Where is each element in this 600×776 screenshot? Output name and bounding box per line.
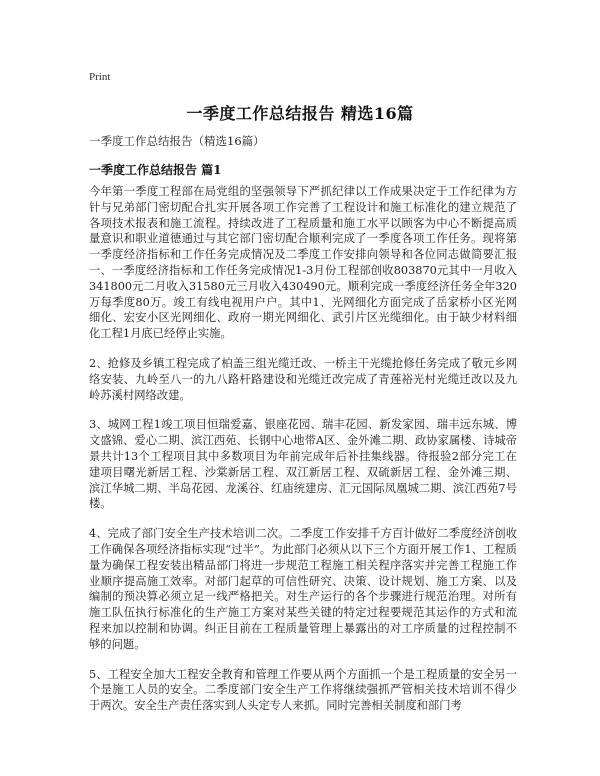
paragraph-2: 2、抢修及乡镇工程完成了柏盖三组光缆迁改、一桥主干光缆抢修任务完成了敬元乡网络安装、九岭至八一的九八路杆路建设和光缆迁改完成了青莲裕光村光缆迁改以及九岭苏溪村网络改建。 <box>89 356 517 402</box>
paragraph-3: 3、城网工程1竣工项目恒瑞爱嘉、银座花园、瑞丰花园、新发家园、瑞丰远东城、博文盛锦、爱心二期、滨江西苑、长钢中心地带A区、金外滩二期、政协家属楼、诗城帝景共计13个工程项目其中多数项目为年前完成年后补挂集线器。待报验2部分完工在建项目曙光新居工程、沙棠新居工程、双江新居工程、双硫新居工程、金外滩三期、滨江华城二期、半岛花园、龙溪谷、红庙统建房、汇元国际凤凰城二期、滨江西苑7号楼。 <box>89 418 517 511</box>
paragraph-5: 5、工程安全加大工程安全教育和管理工作要从两个方面抓一个是工程质量的安全另一个是施工人员的安全。二季度部门安全生产工作将继续强抓严管相关技术培训不得少于两次。安全生产责任落实到人头定专人来抓。同时完善相关制度和部门考 <box>89 667 517 713</box>
print-label[interactable]: Print <box>89 71 111 83</box>
document-subtitle: 一季度工作总结报告（精选16篇） <box>89 134 265 148</box>
document-body <box>89 184 517 728</box>
paragraph-4: 4、完成了部门安全生产技术培训二次。二季度工作安排千方百计做好二季度经济创收工作确保各项经济指标实现“过半”。为此部门必须从以下三个方面开展工作1、工程质量为确保工程安装出精品部门将进一步规范工程施工相关程序落实并完善工程施工作业顺序提高施工效率。对部门起草的可信性研究、决策、设计规划、施工方案、以及编制的预决算必须立足一线严格把关。对生产运行的各个步骤进行规范治理。对所有施工队伍执行标准化的生产施工方案对某些关键的特定过程要规范其运作的方式和流程来加以控制和协调。纠正目前在工程质量管理上暴露出的对工序质量的过程控制不够的问题。 <box>89 527 517 651</box>
paragraph-1: 今年第一季度工程部在局党组的坚强领导下严抓纪律以工作成果决定于工作纪律为方针与兄弟部门密切配合扎实开展各项工作完善了工程设计和施工标准化的建立规范了各项技术报表和施工流程。持续改进了工程质量和施工水平以顾客为中心不断提高质量意识和职业道德通过与其它部门密切配合顺利完成了一季度各项工作任务。现将第一季度经济指标和工作任务完成情况及二季度工作安排向领导和各位同志做简要汇报一、一季度经济指标和工作任务完成情况1-3月份工程部创收803870元其中一月收入341800元二月收入31580元三月收入430490元。顺利完成一季度经济任务全年320万每季度80万。竣工有线电视用户户。其中1、光网细化方面完成了岳家桥小区光网细化、宏安小区光网细化、政府一期光网细化、武引片区光缆细化。由于缺少材料细化工程1月底已经停止实施。 <box>89 185 517 341</box>
page-title: 一季度工作总结报告 精选16篇 <box>186 104 414 123</box>
section-heading: 一季度工作总结报告 篇1 <box>89 163 222 177</box>
